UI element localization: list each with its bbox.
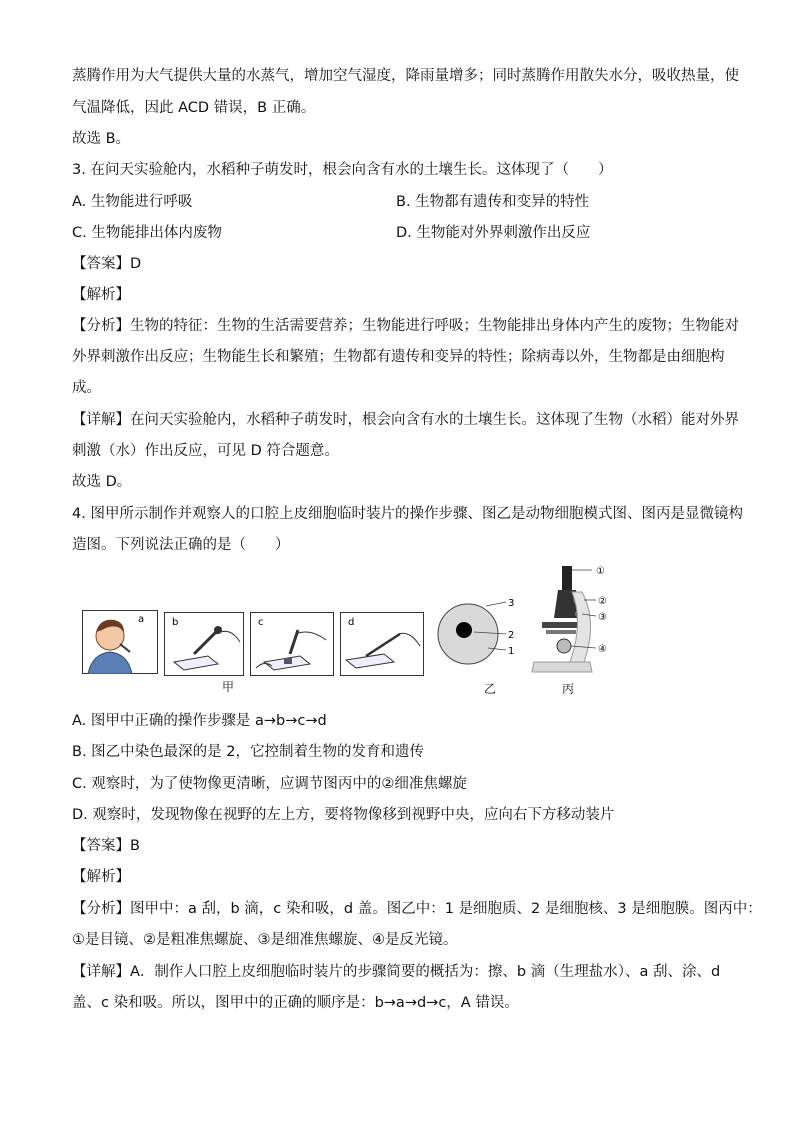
step-panel-b [164, 612, 244, 676]
q3-xiangjie-3: 故选 D。 [72, 474, 132, 490]
q3-option-b: B. 生物都有遗传和变异的特性 [396, 194, 590, 210]
figure-yi-cell [436, 596, 526, 676]
q4-fenxi-1: 【分析】图甲中：a 刮，b 滴，c 染和吸，d 盖。图乙中：1 是细胞质、2 是细胞核、3 是细胞膜。图丙中： [72, 901, 762, 917]
panel-label-b: b [172, 617, 179, 628]
question-4-stem-1: 4. 图甲所示制作并观察人的口腔上皮细胞临时装片的操作步骤、图乙是动物细胞模式图、图丙是显微镜构 [72, 506, 743, 522]
cell-label-1: 1 [508, 646, 515, 657]
q4-option-c: C. 观察时，为了使物像更清晰，应调节图丙中的②细准焦螺旋 [72, 776, 467, 792]
q4-option-d: D. 观察时，发现物像在视野的左上方，要将物像移到视野中央，应向右下方移动装片 [72, 807, 615, 823]
q4-jiexi: 【解析】 [72, 869, 130, 885]
caption-jia: 甲 [222, 680, 235, 694]
cell-label-3: 3 [508, 598, 515, 609]
q3-jiexi: 【解析】 [72, 287, 130, 303]
q4-answer: 【答案】B [72, 838, 140, 854]
caption-yi: 乙 [484, 682, 497, 696]
step-panel-c [250, 612, 334, 676]
q3-answer: 【答案】D [72, 256, 142, 272]
cell-label-2: 2 [508, 630, 515, 641]
scope-label-3: ③ [598, 612, 607, 623]
q3-option-d: D. 生物能对外界刺激作出反应 [396, 225, 591, 241]
step-panel-d [340, 612, 424, 676]
q3-fenxi-1: 【分析】生物的特征：生物的生活需要营养；生物能进行呼吸；生物能排出身体内产生的废物；生物能对 [72, 318, 739, 334]
q4-xiangjie-1: 【详解】A．制作人口腔上皮细胞临时装片的步骤简要的概括为：擦、b 滴（生理盐水）、a 刮、涂、d [72, 964, 721, 980]
q3-fenxi-2: 外界刺激作出反应；生物能生长和繁殖；生物都有遗传和变异的特性；除病毒以外，生物都是由细胞构 [72, 349, 725, 365]
panel-label-c: c [258, 617, 264, 628]
figure-bing-microscope [528, 562, 628, 680]
q3-xiangjie-2: 刺激（水）作出反应，可见 D 符合题意。 [72, 443, 339, 459]
line-3: 故选 B。 [72, 131, 131, 147]
panel-label-d: d [348, 617, 355, 628]
scope-label-1: ① [596, 566, 605, 577]
q4-xiangjie-2: 盖、c 染和吸。所以，图甲中的正确的顺序是：b→a→d→c，A 错误。 [72, 995, 519, 1011]
q3-xiangjie-1: 【详解】在问天实验舱内，水稻种子萌发时，根会向含有水的土壤生长。这体现了生物（水稻）能对外界 [72, 412, 739, 428]
q3-fenxi-3: 成。 [72, 380, 101, 396]
scope-label-4: ④ [598, 644, 607, 655]
line-1: 蒸腾作用为大气提供大量的水蒸气，增加空气湿度，降雨量增多；同时蒸腾作用散失水分，吸收热量，使 [72, 68, 739, 84]
figure-jia [82, 610, 422, 690]
question-3-stem: 3. 在问天实验舱内，水稻种子萌发时，根会向含有水的土壤生长。这体现了（ ） [72, 162, 613, 178]
q4-option-a: A. 图甲中正确的操作步骤是 a→b→c→d [72, 713, 327, 729]
caption-bing: 丙 [562, 682, 575, 696]
line-2: 气温降低，因此 ACD 错误，B 正确。 [72, 100, 316, 116]
step-panel-a [82, 610, 158, 674]
q3-option-a: A. 生物能进行呼吸 [72, 194, 193, 210]
scope-label-2: ② [598, 596, 607, 607]
q4-fenxi-2: ①是目镜、②是粗准焦螺旋、③是细准焦螺旋、④是反光镜。 [72, 932, 458, 948]
question-4-stem-2: 造图。下列说法正确的是（ ） [72, 537, 290, 553]
q3-option-c: C. 生物能排出体内废物 [72, 225, 222, 241]
panel-label-a: a [138, 614, 145, 625]
q4-option-b: B. 图乙中染色最深的是 2，它控制着生物的发育和遗传 [72, 744, 424, 760]
